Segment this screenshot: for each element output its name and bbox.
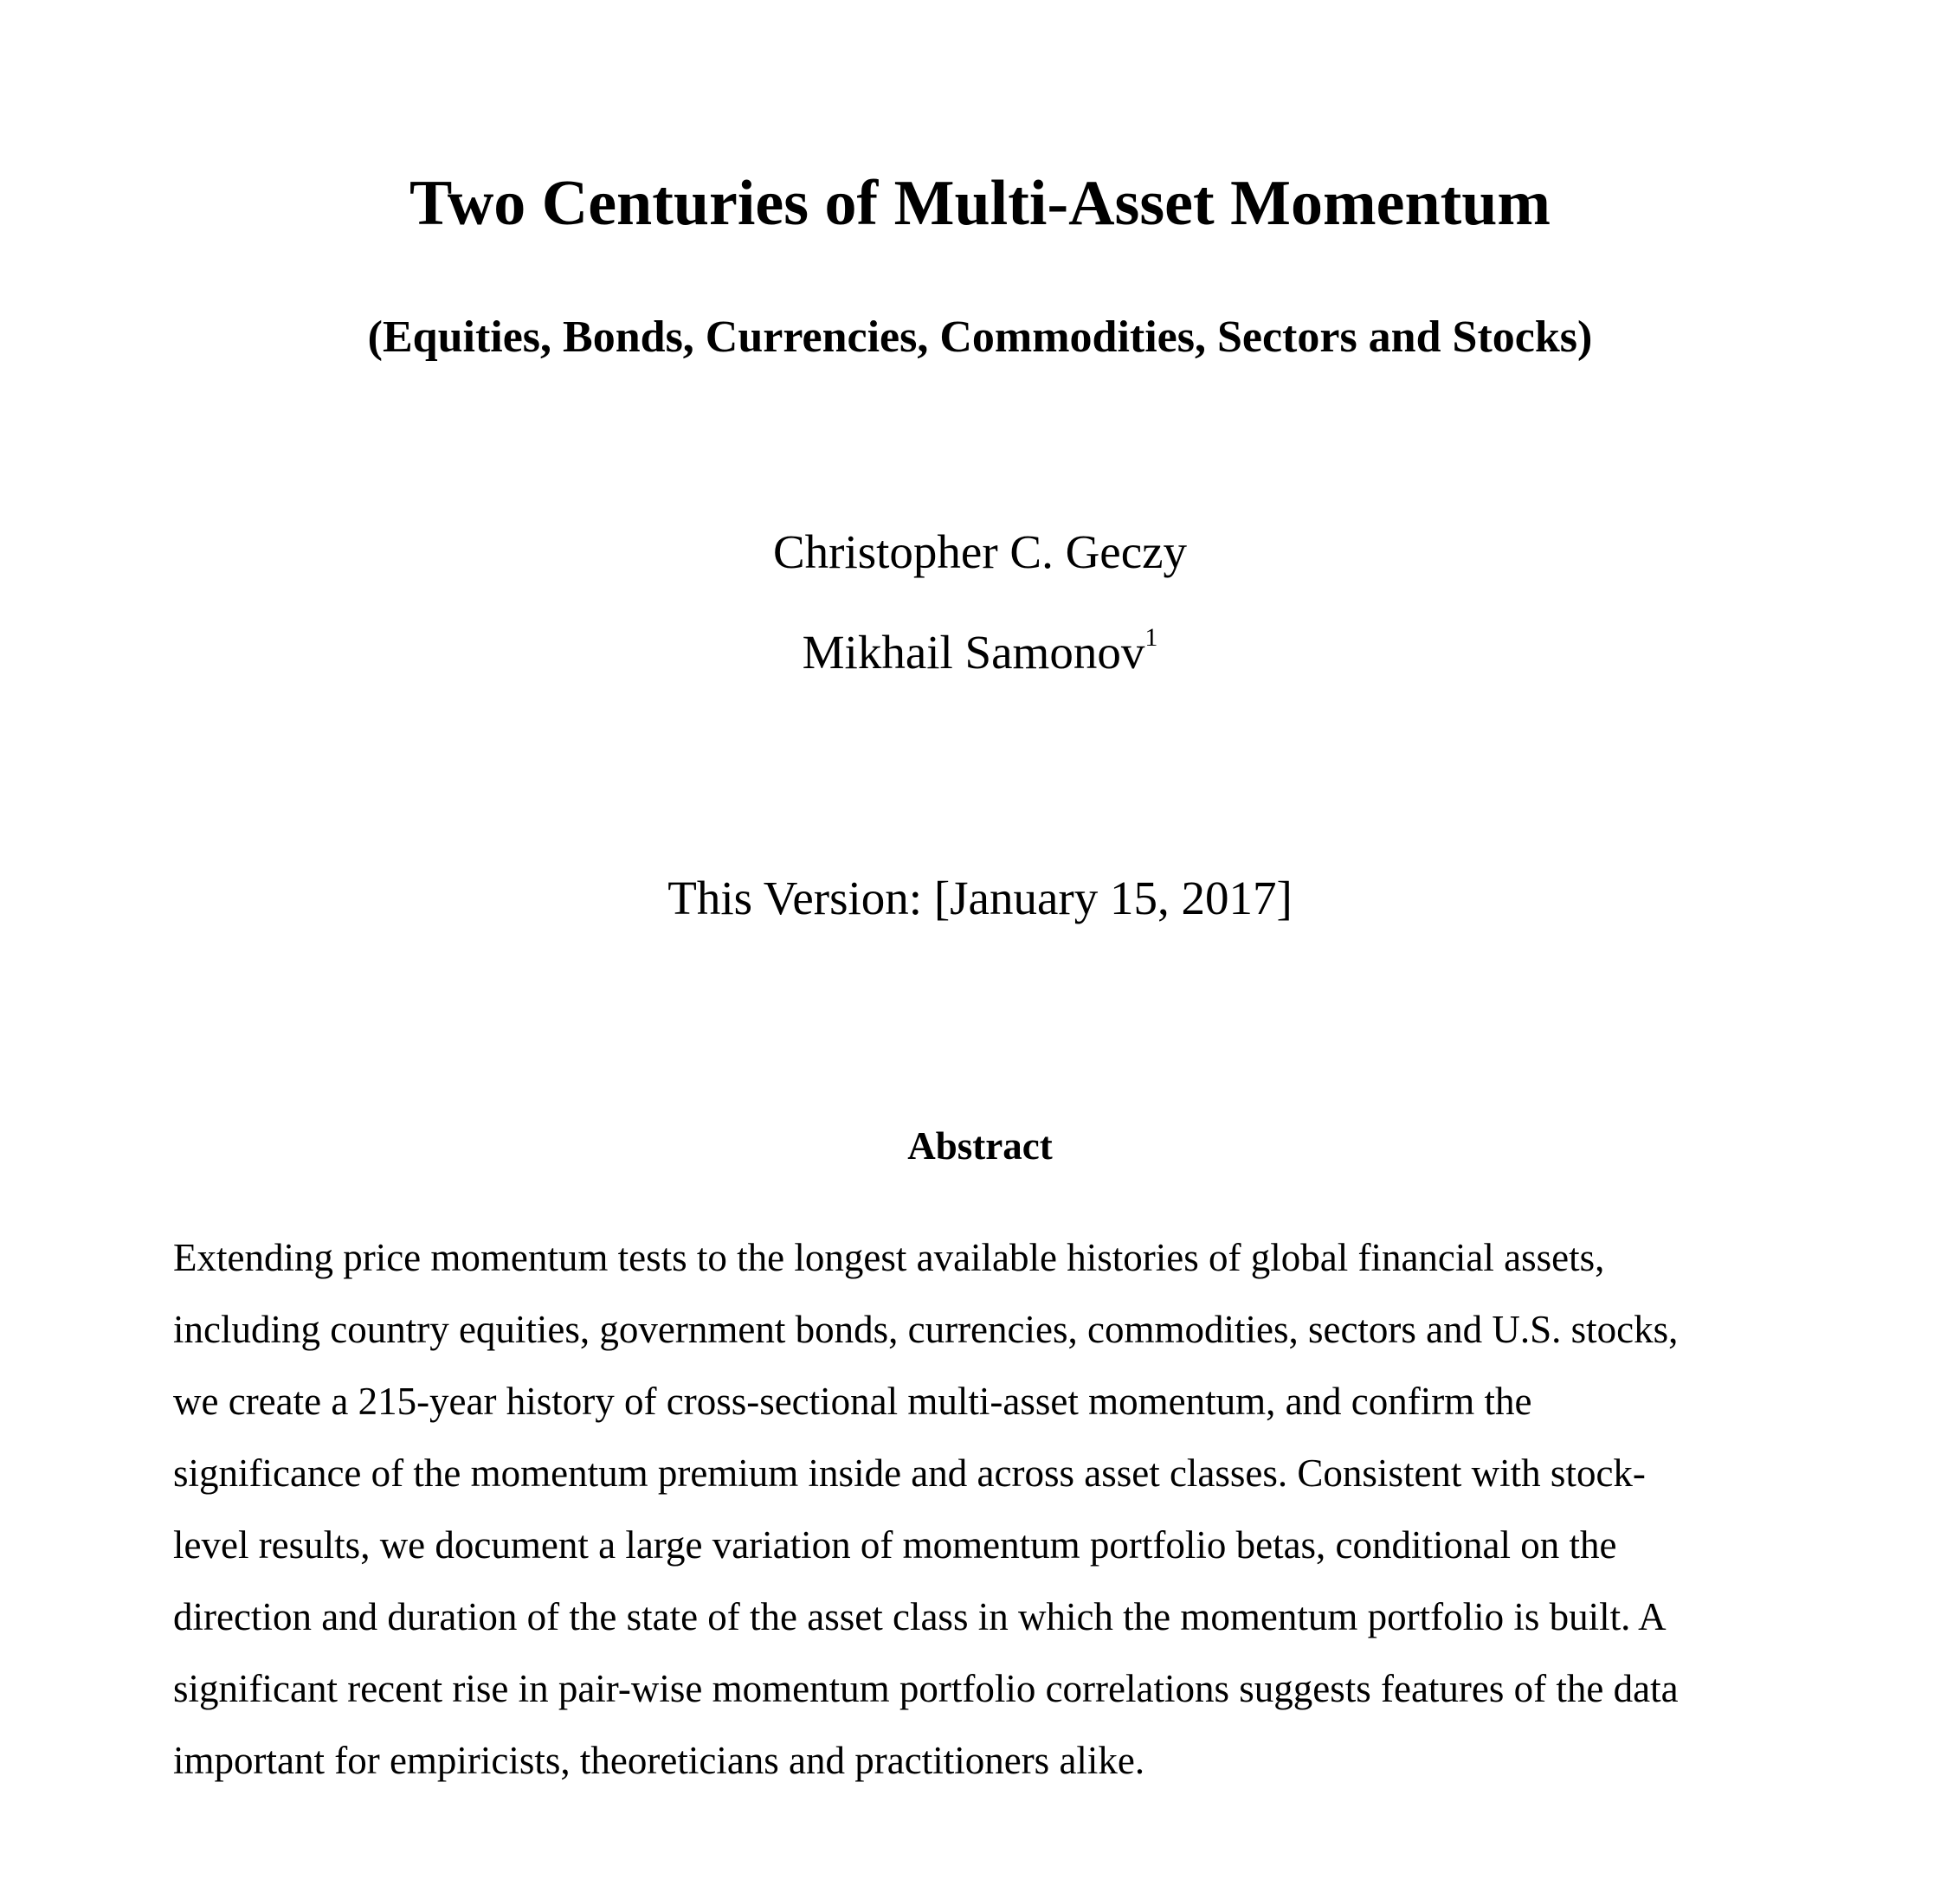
abstract-body (173, 1222, 1801, 1797)
abstract-line: we create a 215-year history of cross-sectional multi-asset momentum, and confirm the (173, 1380, 1532, 1423)
abstract-line: level results, we document a large variation of momentum portfolio betas, conditional on the (173, 1523, 1617, 1567)
abstract-line: important for empiricists, theoreticians and practitioners alike. (173, 1739, 1145, 1782)
author-name (0, 621, 1960, 684)
author-name-text: Christopher C. Geczy (772, 525, 1188, 578)
abstract-line: significant recent rise in pair-wise momentum portfolio correlations suggests features of the data (173, 1667, 1679, 1710)
abstract-heading: Abstract (907, 1124, 1053, 1168)
abstract-line: Extending price momentum tests to the longest available histories of global financial assets, (173, 1236, 1605, 1279)
footnote-marker[interactable]: 1 (1144, 623, 1158, 652)
paper-subtitle: (Equities, Bonds, Currencies, Commodities, Sectors and Stocks) (367, 312, 1593, 362)
paper-title: Two Centuries of Multi-Asset Momentum (409, 168, 1551, 239)
abstract-line: direction and duration of the state of the asset class in which the momentum portfolio is built. A (173, 1595, 1667, 1638)
abstract-line: including country equities, government bonds, currencies, commodities, sectors and U.S. stocks, (173, 1308, 1679, 1351)
author-name-text: Mikhail Samonov (802, 626, 1145, 679)
abstract-line: significance of the momentum premium inside and across asset classes. Consistent with stock- (173, 1451, 1646, 1495)
version-date: This Version: [January 15, 2017] (667, 872, 1293, 924)
author-name (0, 521, 1960, 583)
